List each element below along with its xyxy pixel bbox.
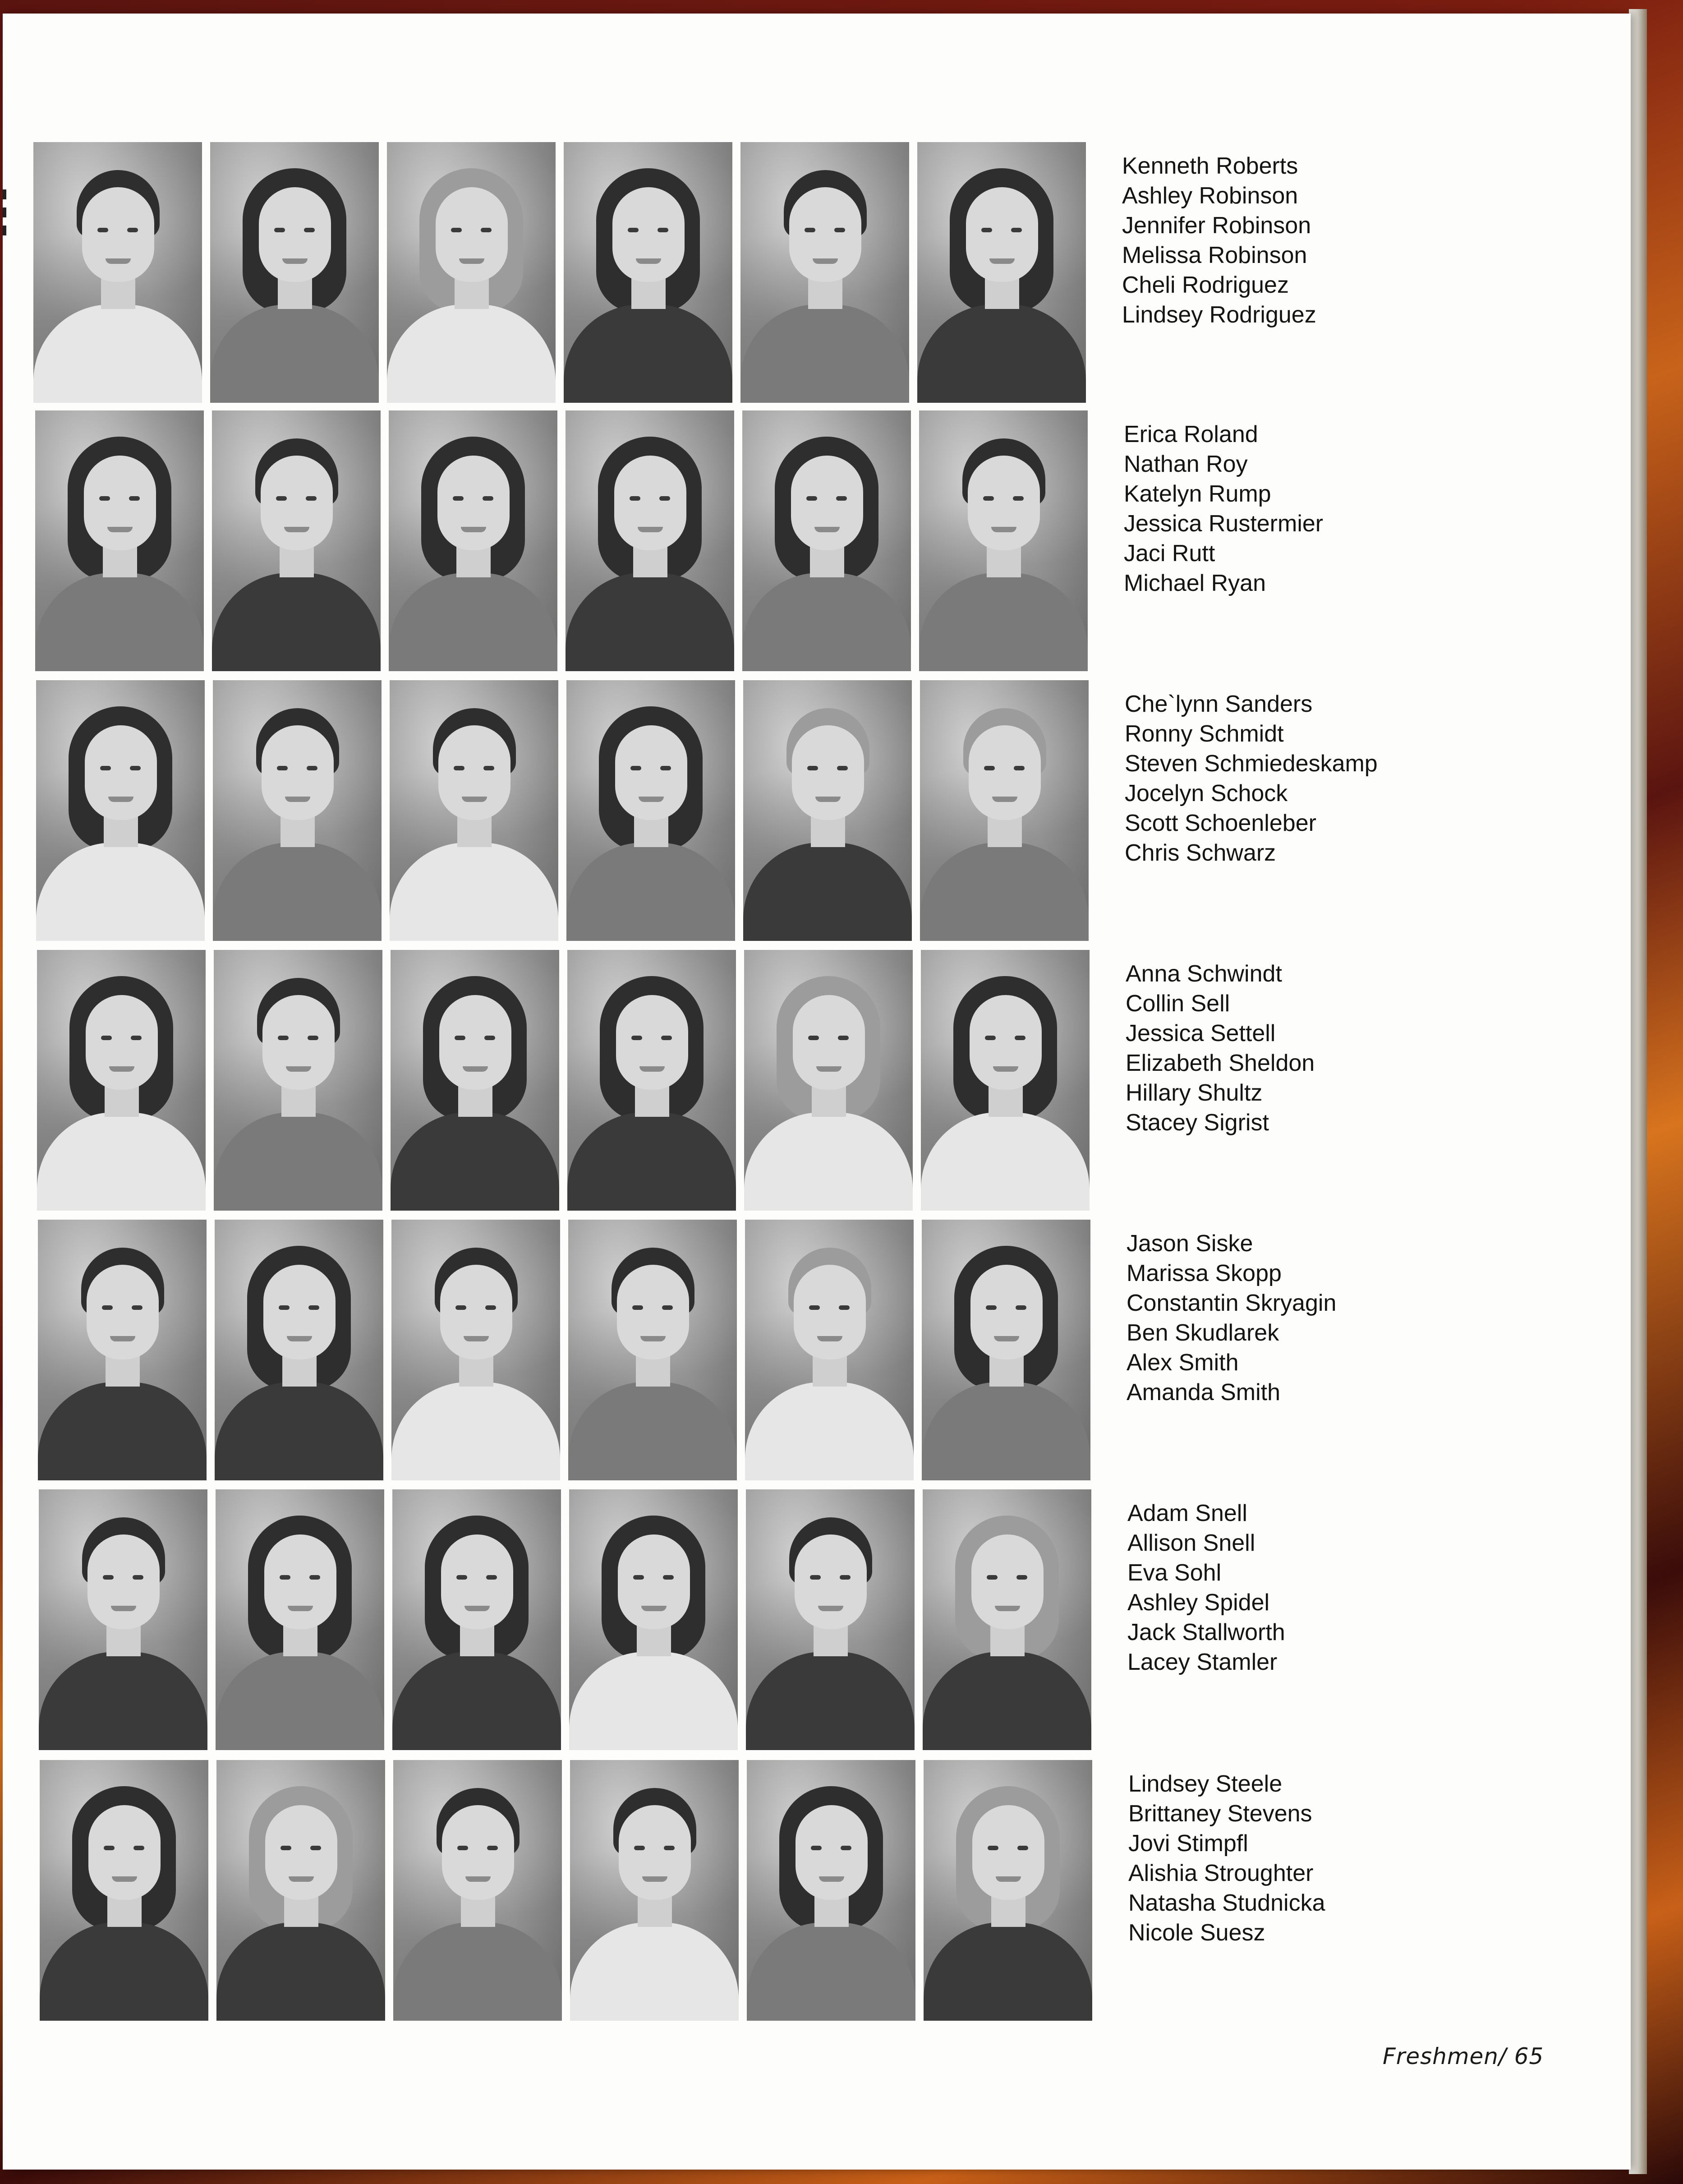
student-portrait (742, 410, 911, 671)
student-name: Amanda Smith (1127, 1379, 1281, 1405)
student-portrait (923, 1489, 1091, 1750)
student-portrait (919, 410, 1088, 671)
student-portrait (921, 950, 1090, 1211)
student-portrait (216, 1489, 384, 1750)
student-portrait (920, 680, 1089, 941)
student-portrait (216, 1760, 385, 2021)
student-name: Ronny Schmidt (1125, 721, 1284, 747)
student-portrait (747, 1760, 915, 2021)
student-portrait (568, 1220, 737, 1480)
student-name: Jennifer Robinson (1122, 212, 1311, 239)
student-name: Stacey Sigrist (1126, 1110, 1269, 1136)
name-list (1126, 959, 1315, 1138)
name-list (1128, 1769, 1325, 1948)
student-name: Hillary Shultz (1126, 1080, 1263, 1106)
student-name: Michael Ryan (1124, 570, 1266, 596)
student-portrait (743, 680, 912, 941)
page-edge (1629, 9, 1647, 2174)
student-name: Ashley Spidel (1127, 1590, 1270, 1616)
student-portrait (214, 950, 382, 1211)
student-portrait (393, 1760, 562, 2021)
student-portrait (215, 1220, 383, 1480)
student-name: Jovi Stimpfl (1128, 1830, 1248, 1857)
student-portrait (212, 410, 381, 671)
student-portrait (570, 1760, 739, 2021)
student-portrait (392, 1489, 561, 1750)
student-name: Jocelyn Schock (1125, 780, 1288, 806)
student-name: Marissa Skopp (1127, 1260, 1282, 1286)
page-footer: Freshmen/ 65 (1383, 2043, 1544, 2069)
student-portrait (744, 950, 913, 1211)
student-name: Cheli Rodriguez (1122, 272, 1289, 298)
student-name: Erica Roland (1124, 421, 1258, 447)
student-portrait (746, 1489, 915, 1750)
student-name: Scott Schoenleber (1125, 810, 1316, 836)
student-name: Adam Snell (1127, 1500, 1247, 1526)
student-portrait (391, 1220, 560, 1480)
student-name: Chris Schwarz (1125, 840, 1276, 866)
student-name: Jason Siske (1127, 1230, 1253, 1257)
student-name: Brittaney Stevens (1128, 1801, 1312, 1827)
student-portrait (35, 410, 204, 671)
student-portrait (36, 680, 205, 941)
student-name: Jack Stallworth (1127, 1619, 1285, 1645)
name-list (1125, 689, 1378, 868)
student-name: Lindsey Steele (1128, 1771, 1283, 1797)
student-portrait (567, 950, 736, 1211)
student-portrait (569, 1489, 738, 1750)
student-portrait (389, 410, 557, 671)
student-name: Jessica Rustermier (1124, 511, 1324, 537)
student-name: Nathan Roy (1124, 451, 1248, 477)
student-name: Jessica Settell (1126, 1020, 1276, 1046)
student-portrait (210, 142, 379, 403)
binding-marks (3, 189, 7, 262)
student-portrait (40, 1760, 208, 2021)
student-portrait (922, 1220, 1090, 1480)
student-name: Ashley Robinson (1122, 183, 1298, 209)
student-portrait (566, 680, 735, 941)
student-portrait (391, 950, 559, 1211)
student-portrait (39, 1489, 207, 1750)
student-portrait (37, 950, 206, 1211)
student-portrait (924, 1760, 1092, 2021)
student-name: Lacey Stamler (1127, 1649, 1278, 1675)
student-name: Constantin Skryagin (1127, 1290, 1337, 1316)
student-name: Alex Smith (1127, 1350, 1239, 1376)
student-portrait (38, 1220, 207, 1480)
student-name: Anna Schwindt (1126, 961, 1282, 987)
student-name: Katelyn Rump (1124, 481, 1271, 507)
student-portrait (390, 680, 558, 941)
student-name: Nicole Suesz (1128, 1920, 1265, 1946)
student-name: Alishia Stroughter (1128, 1860, 1314, 1886)
student-name: Allison Snell (1127, 1530, 1255, 1556)
student-name: Natasha Studnicka (1128, 1890, 1325, 1916)
student-portrait (387, 142, 556, 403)
name-list (1127, 1229, 1336, 1407)
student-portrait (213, 680, 382, 941)
student-portrait (745, 1220, 914, 1480)
student-portrait (564, 142, 732, 403)
student-portrait (917, 142, 1086, 403)
name-list (1124, 419, 1323, 598)
student-portrait (566, 410, 734, 671)
student-name: Eva Sohl (1127, 1560, 1222, 1586)
student-name: Ben Skudlarek (1127, 1320, 1279, 1346)
name-list (1127, 1498, 1285, 1677)
student-name: Lindsey Rodriguez (1122, 302, 1316, 328)
yearbook-page (3, 14, 1631, 2170)
student-name: Melissa Robinson (1122, 242, 1307, 268)
student-portrait (740, 142, 909, 403)
student-name: Steven Schmiedeskamp (1125, 751, 1378, 777)
student-name: Collin Sell (1126, 991, 1230, 1017)
student-name: Elizabeth Sheldon (1126, 1050, 1315, 1076)
student-name: Kenneth Roberts (1122, 153, 1298, 179)
name-list (1122, 151, 1316, 330)
student-name: Che`lynn Sanders (1125, 691, 1313, 717)
student-portrait (33, 142, 202, 403)
student-name: Jaci Rutt (1124, 540, 1215, 567)
